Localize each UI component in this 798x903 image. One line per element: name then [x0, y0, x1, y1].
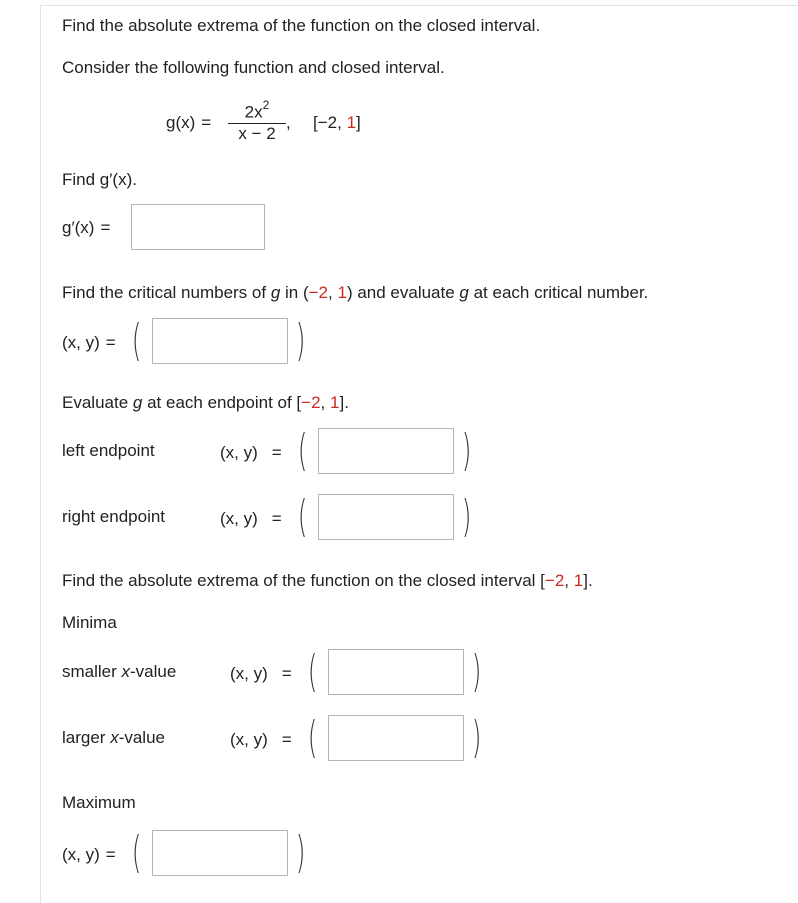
smaller-label-a: smaller — [62, 662, 122, 681]
extrema-prompt — [62, 571, 593, 591]
larger-open-paren: ( — [307, 712, 318, 763]
extrema-prompt-red1: −2 — [544, 571, 565, 590]
minima-heading: Minima — [62, 613, 117, 632]
larger-xy — [230, 730, 298, 750]
right-equals: = — [271, 509, 282, 528]
larger-x-label — [62, 728, 165, 748]
right-xy: (x, y) — [220, 509, 258, 528]
smaller-close-paren: ) — [471, 646, 482, 697]
extrema-prompt-red2: 1 — [573, 571, 584, 590]
max-close-paren: ) — [295, 827, 306, 878]
derivative-equals: = — [100, 218, 111, 237]
larger-label-x: x — [110, 728, 119, 747]
critical-close-paren: ) — [295, 315, 306, 366]
interval-right-value: 1 — [346, 113, 357, 132]
right-endpoint-input[interactable] — [318, 494, 454, 540]
larger-label-a: larger — [62, 728, 111, 747]
function-comma: , — [286, 113, 291, 132]
extrema-prompt-c: , — [564, 571, 574, 590]
endpoints-prompt-g: g — [132, 393, 143, 412]
max-input[interactable] — [152, 830, 288, 876]
min-small-input[interactable] — [328, 649, 464, 695]
critical-equals: = — [105, 333, 116, 352]
smaller-xy — [230, 664, 298, 684]
left-xy: (x, y) — [220, 443, 258, 462]
critical-xy-label — [62, 333, 122, 353]
right-open-paren: ( — [297, 491, 308, 542]
function-fraction — [228, 100, 286, 144]
critical-prompt-red2: 1 — [337, 283, 347, 302]
endpoints-prompt-c: , — [320, 393, 330, 412]
critical-prompt-a: Find the critical numbers of — [62, 283, 271, 302]
critical-prompt — [62, 283, 648, 303]
larger-close-paren: ) — [471, 712, 482, 763]
smaller-label-x: x — [121, 662, 131, 681]
function-interval — [313, 113, 361, 133]
critical-prompt-c: , — [328, 283, 338, 302]
left-equals: = — [271, 443, 282, 462]
numerator-base: 2x — [244, 102, 263, 122]
max-xy-label: (x, y) — [62, 845, 100, 864]
numerator-exponent: 2 — [262, 98, 270, 112]
function-lhs — [166, 113, 217, 133]
smaller-open-paren: ( — [307, 646, 318, 697]
interval-open: [−2, — [313, 113, 347, 132]
maximum-xy — [62, 845, 122, 865]
critical-prompt-b: in ( — [280, 283, 309, 302]
larger-equals: = — [281, 730, 292, 749]
critical-xy: (x, y) — [62, 333, 100, 352]
critical-prompt-g2: g — [459, 283, 469, 302]
right-close-paren: ) — [461, 491, 472, 542]
endpoints-prompt-d: ]. — [339, 393, 349, 412]
left-endpoint-xy — [220, 443, 288, 463]
critical-prompt-g1: g — [270, 283, 281, 302]
function-denominator: x − 2 — [228, 123, 286, 144]
endpoints-prompt-b: at each endpoint of [ — [142, 393, 302, 412]
max-open-paren: ( — [131, 827, 142, 878]
interval-close: ] — [356, 113, 361, 132]
maximum-heading: Maximum — [62, 793, 136, 812]
extrema-prompt-d: ]. — [583, 571, 593, 590]
critical-open-paren: ( — [131, 315, 142, 366]
derivative-prompt: Find g′(x). — [62, 170, 137, 189]
critical-input[interactable] — [152, 318, 288, 364]
function-numerator — [228, 100, 286, 123]
problem-title: Find the absolute extrema of the function on the closed interval. — [62, 16, 541, 35]
endpoints-prompt-red2: 1 — [330, 393, 340, 412]
critical-prompt-d: ) and evaluate — [346, 283, 460, 302]
right-endpoint-label: right endpoint — [62, 507, 166, 526]
smaller-x-label — [62, 662, 176, 682]
endpoints-prompt — [62, 393, 349, 413]
derivative-name: g′(x) — [62, 218, 95, 237]
left-open-paren: ( — [297, 425, 308, 476]
extrema-prompt-a: Find the absolute extrema of the function on the closed interval [ — [62, 571, 545, 590]
endpoints-prompt-red1: −2 — [301, 393, 321, 412]
derivative-label — [62, 218, 116, 238]
max-equals: = — [105, 845, 116, 864]
left-endpoint-input[interactable] — [318, 428, 454, 474]
function-equals: = — [201, 113, 212, 132]
left-endpoint-label: left endpoint — [62, 441, 155, 460]
critical-prompt-red1: −2 — [308, 283, 329, 302]
derivative-input[interactable] — [131, 204, 265, 250]
function-name: g(x) — [166, 113, 196, 132]
critical-prompt-e: at each critical number. — [468, 283, 649, 302]
smaller-equals: = — [281, 664, 292, 683]
right-endpoint-xy — [220, 509, 288, 529]
left-close-paren: ) — [461, 425, 472, 476]
smaller-label-b: -value — [130, 662, 177, 681]
problem-intro: Consider the following function and closed interval. — [62, 58, 445, 77]
min-large-input[interactable] — [328, 715, 464, 761]
larger-xy-label: (x, y) — [230, 730, 268, 749]
larger-label-b: -value — [118, 728, 165, 747]
endpoints-prompt-a: Evaluate — [62, 393, 133, 412]
smaller-xy-label: (x, y) — [230, 664, 268, 683]
